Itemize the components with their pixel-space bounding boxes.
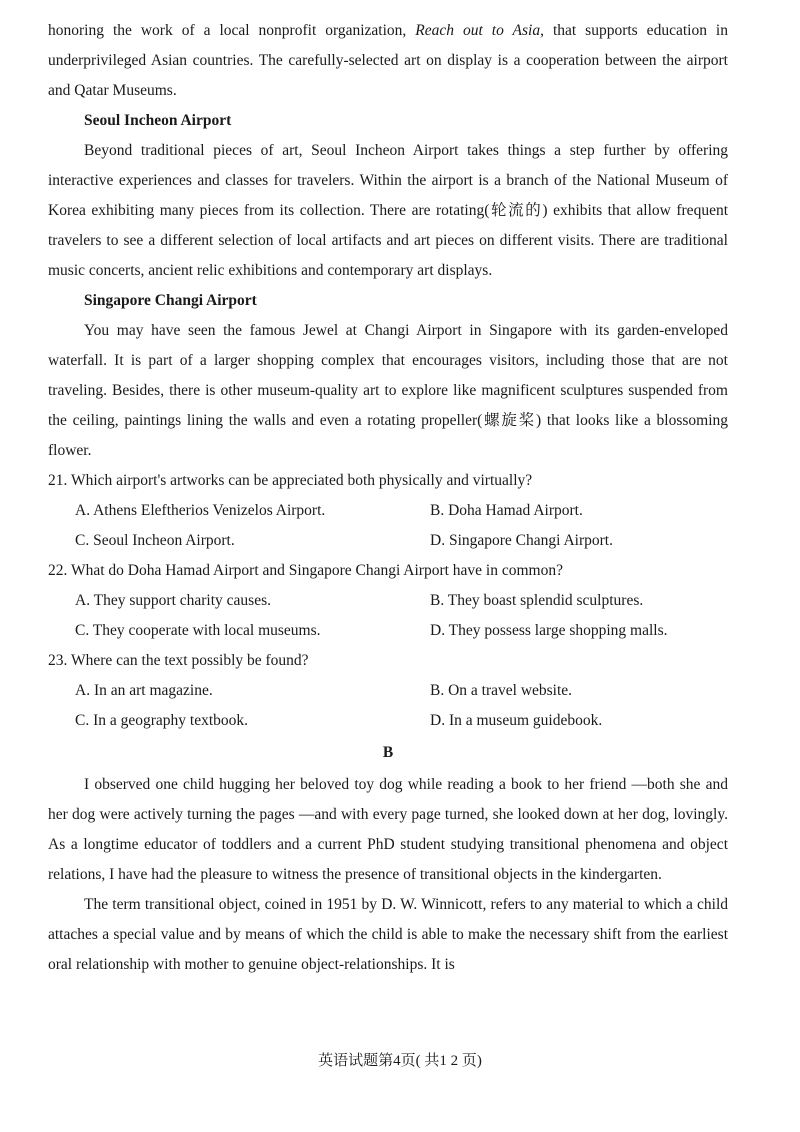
option-b: B. Doha Hamad Airport. bbox=[430, 502, 583, 519]
option-c: C. Seoul Incheon Airport. bbox=[75, 532, 235, 549]
passage-b-title: B bbox=[382, 744, 394, 761]
option-c: C. They cooperate with local museums. bbox=[75, 622, 321, 639]
option-a: A. Athens Eleftherios Venizelos Airport. bbox=[75, 502, 326, 519]
option-a: A. They support charity causes. bbox=[75, 592, 271, 609]
option-d: D. They possess large shopping malls. bbox=[430, 622, 668, 639]
option-grid bbox=[48, 586, 728, 646]
option-a: A. In an art magazine. bbox=[75, 682, 213, 699]
page-footer: 英语试题第4页( 共1 2 页) bbox=[318, 1053, 482, 1069]
question-stem: 23. Where can the text possibly be found? bbox=[48, 652, 309, 669]
option-b: B. They boast splendid sculptures. bbox=[430, 592, 644, 609]
option-d: D. In a museum guidebook. bbox=[430, 712, 603, 729]
section-heading-changi: Singapore Changi Airport bbox=[84, 292, 257, 309]
option-d: D. Singapore Changi Airport. bbox=[430, 532, 613, 549]
page-content bbox=[48, 16, 728, 980]
option-b: B. On a travel website. bbox=[430, 682, 573, 699]
section-heading-incheon: Seoul Incheon Airport bbox=[84, 112, 232, 129]
passage-a-intro: honoring the work of a local nonprofit organization, Reach out to Asia, that supports education in underprivileged Asian countries. The carefully-selected art on display is a cooperation between the airport and Qatar Museums. bbox=[48, 22, 728, 99]
question-stem: 22. What do Doha Hamad Airport and Singapore Changi Airport have in common? bbox=[48, 562, 563, 579]
option-c: C. In a geography textbook. bbox=[75, 712, 249, 729]
question-21 bbox=[48, 466, 728, 556]
question-stem: 21. Which airport's artworks can be appreciated both physically and virtually? bbox=[48, 472, 533, 489]
section-body-incheon: Beyond traditional pieces of art, Seoul Incheon Airport takes things a step further by offering interactive experiences and classes for travelers. Within the airport is a branch of the National Museum of Korea exhibiting many pieces from its collection. There are rotating(轮流的) exhibits that allow frequent travelers to see a different selection of local artifacts and art pieces on different visits. There are traditional music concerts, ancient relic exhibitions and contemporary art displays. bbox=[48, 142, 728, 279]
passage-b-paragraph-2: The term transitional object, coined in 1951 by D. W. Winnicott, refers to any material to which a child attaches a special value and by means of which the child is able to make the necessary shift from the earliest oral relationship with mother to genuine object-relationships. It is bbox=[48, 896, 728, 973]
option-grid bbox=[48, 496, 728, 556]
org-name: Reach out to Asia bbox=[415, 22, 541, 39]
section-body-changi: You may have seen the famous Jewel at Changi Airport in Singapore with its garden-enveloped waterfall. It is part of a larger shopping complex that encourages visitors, including those that are not traveling. Besides, there is other museum-quality art to explore like magnificent sculptures suspended from the ceiling, paintings lining the walls and even a rotating propeller(螺旋桨) that looks like a blossoming flower. bbox=[48, 322, 728, 459]
passage-b-paragraph-1: I observed one child hugging her beloved toy dog while reading a book to her friend —both she and her dog were actively turning the pages —and with every page turned, she looked down at her dog, lovingly. As a longtime educator of toddlers and a current PhD student studying transitional phenomena and object relations, I have had the pleasure to witness the presence of transitional objects in the kindergarten. bbox=[48, 776, 728, 883]
question-22 bbox=[48, 556, 728, 646]
question-23 bbox=[48, 646, 728, 736]
option-grid bbox=[48, 676, 728, 736]
